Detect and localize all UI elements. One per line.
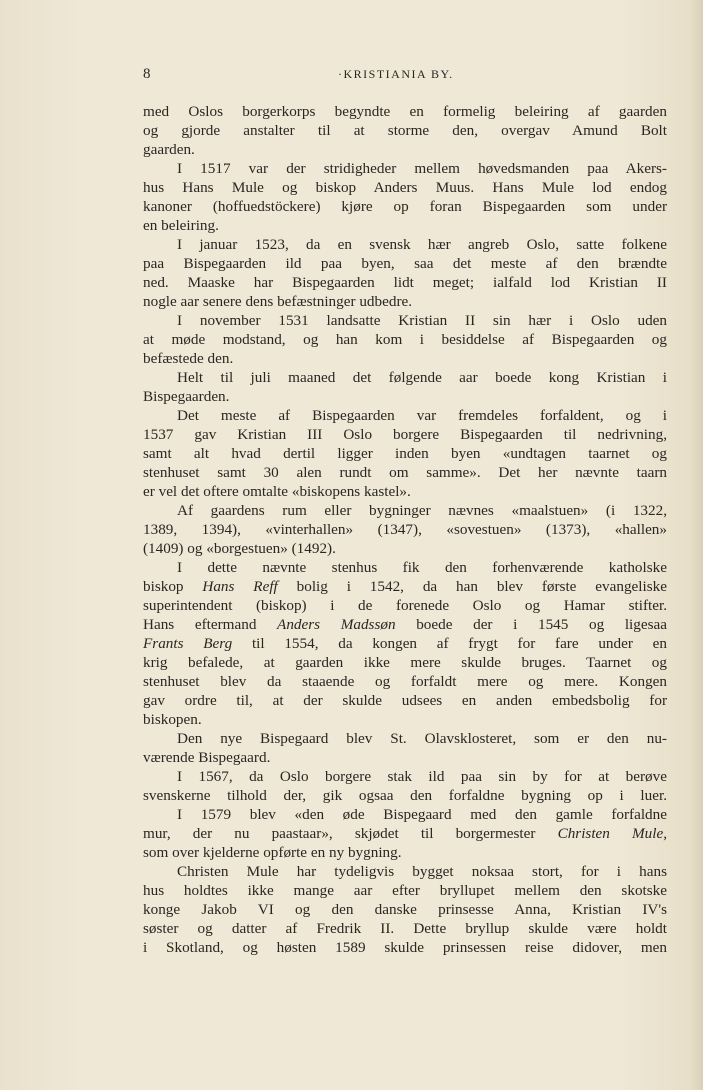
text-line: konge Jakob VI og den danske prinsesse Anna, Kristian IV's (143, 901, 667, 918)
running-title: ·KRISTIANIA BY. (338, 67, 454, 81)
page-number: 8 (143, 66, 151, 82)
text-segment: til 1554, da kongen af frygt for fare under en (232, 635, 667, 652)
text-line: svenskerne tilhold der, gik ogsaa den forfaldne bygning op i luer. (143, 787, 667, 804)
text-line: kanoner (hoffuedstöckere) kjøre op foran Bispegaarden som under (143, 198, 667, 215)
text-line-with-name (143, 824, 667, 843)
text-line: (1409) og «borgestuen» (1492). (143, 540, 336, 557)
person-name-italic: Hans Reff (202, 578, 278, 595)
body-text (143, 102, 667, 957)
text-line: søster og datter af Fredrik II. Dette bryllup skulde være holdt (143, 920, 667, 937)
text-line: I november 1531 landsatte Kristian II sin hær i Oslo uden (177, 312, 667, 329)
text-line: Det meste af Bispegaarden var fremdeles forfaldent, og i (177, 407, 667, 424)
text-line: at møde modstand, og han kom i besiddelse af Bispegaarden og (143, 331, 667, 348)
text-line: 1537 gav Kristian III Oslo borgere Bispegaarden til nedrivning, (143, 426, 667, 443)
person-name-italic: Anders Madssøn (277, 616, 396, 633)
text-line-with-name (143, 577, 667, 596)
text-line: som over kjelderne opførte en ny bygning. (143, 844, 402, 861)
text-line: Af gaardens rum eller bygninger nævnes «maalstuen» (i 1322, (177, 502, 667, 519)
text-line: Christen Mule har tydeligvis bygget noksaa stort, for i hans (177, 863, 667, 880)
text-segment: Hans eftermand (143, 616, 278, 633)
text-line: en beleiring. (143, 217, 219, 234)
text-line: paa Bispegaarden ild paa byen, saa det meste af den brændte (143, 255, 667, 272)
text-line: I 1567, da Oslo borgere stak ild paa sin by for at berøve (177, 768, 667, 785)
text-line: I 1579 blev «den øde Bispegaard med den gamle forfaldne (177, 806, 667, 823)
text-line: Bispegaarden. (143, 388, 230, 405)
text-line: med Oslos borgerkorps begyndte en formelig beleiring af gaarden (143, 103, 667, 120)
text-line: krig befalede, at gaarden ikke mere skulde bruges. Taarnet og (143, 654, 667, 671)
text-segment: bolig i 1542, da han blev første evangeliske (277, 578, 667, 595)
person-name-italic: Christen Mule, (557, 825, 667, 842)
text-line: Helt til juli maaned det følgende aar boede kong Kristian i (177, 369, 667, 386)
text-line: ned. Maaske har Bispegaarden lidt meget; ialfald lod Kristian II (143, 274, 667, 291)
text-line: 1389, 1394), «vinterhallen» (1347), «sovestuen» (1373), «hallen» (143, 521, 667, 538)
text-segment: boede der i 1545 og ligesaa (395, 616, 667, 633)
text-segment: biskop (143, 578, 203, 595)
text-line: I 1517 var der stridigheder mellem høvedsmanden paa Akers- (177, 160, 667, 177)
person-name-italic: Frants Berg (143, 635, 233, 652)
text-line: befæstede den. (143, 350, 234, 367)
text-line: gaarden. (143, 141, 195, 158)
text-line: værende Bispegaard. (143, 749, 271, 766)
text-line: stenhuset samt 30 alen rundt om samme». Det her nævnte taarn (143, 464, 667, 481)
text-line: er vel det oftere omtalte «biskopens kastel». (143, 483, 411, 500)
text-line: superintendent (biskop) i de forenede Oslo og Hamar stifter. (143, 597, 667, 614)
page-header (143, 66, 667, 86)
text-line: Den nye Bispegaard blev St. Olavsklosteret, som er den nu- (177, 730, 667, 747)
text-line-with-name (143, 615, 667, 634)
text-line: nogle aar senere dens befæstninger udbedre. (143, 293, 413, 310)
text-line: hus holdtes ikke mange aar efter bryllupet mellem den skotske (143, 882, 667, 899)
text-line: stenhuset blev da staaende og forfaldt mere og mere. Kongen (143, 673, 667, 690)
text-segment: mur, der nu paastaar», skjødet til borgermester (143, 825, 558, 842)
text-line: hus Hans Mule og biskop Anders Muus. Hans Mule lod endog (143, 179, 667, 196)
text-line: I dette nævnte stenhus fik den forhenværende katholske (177, 559, 667, 576)
text-line: biskopen. (143, 711, 202, 728)
text-line-with-name (143, 634, 667, 653)
text-line: I januar 1523, da en svensk hær angreb Oslo, satte folkene (177, 236, 667, 253)
text-line: gav ordre til, at der skulde udsees en anden embedsbolig for (143, 692, 667, 709)
text-line: og gjorde anstalter til at storme den, overgav Amund Bolt (143, 122, 667, 139)
text-line: samt alt hvad dertil ligger inden byen «undtagen taarnet og (143, 445, 667, 462)
text-line: i Skotland, og høsten 1589 skulde prinsessen reise didover, men (143, 939, 667, 956)
page-edge-shadow (689, 0, 703, 1090)
